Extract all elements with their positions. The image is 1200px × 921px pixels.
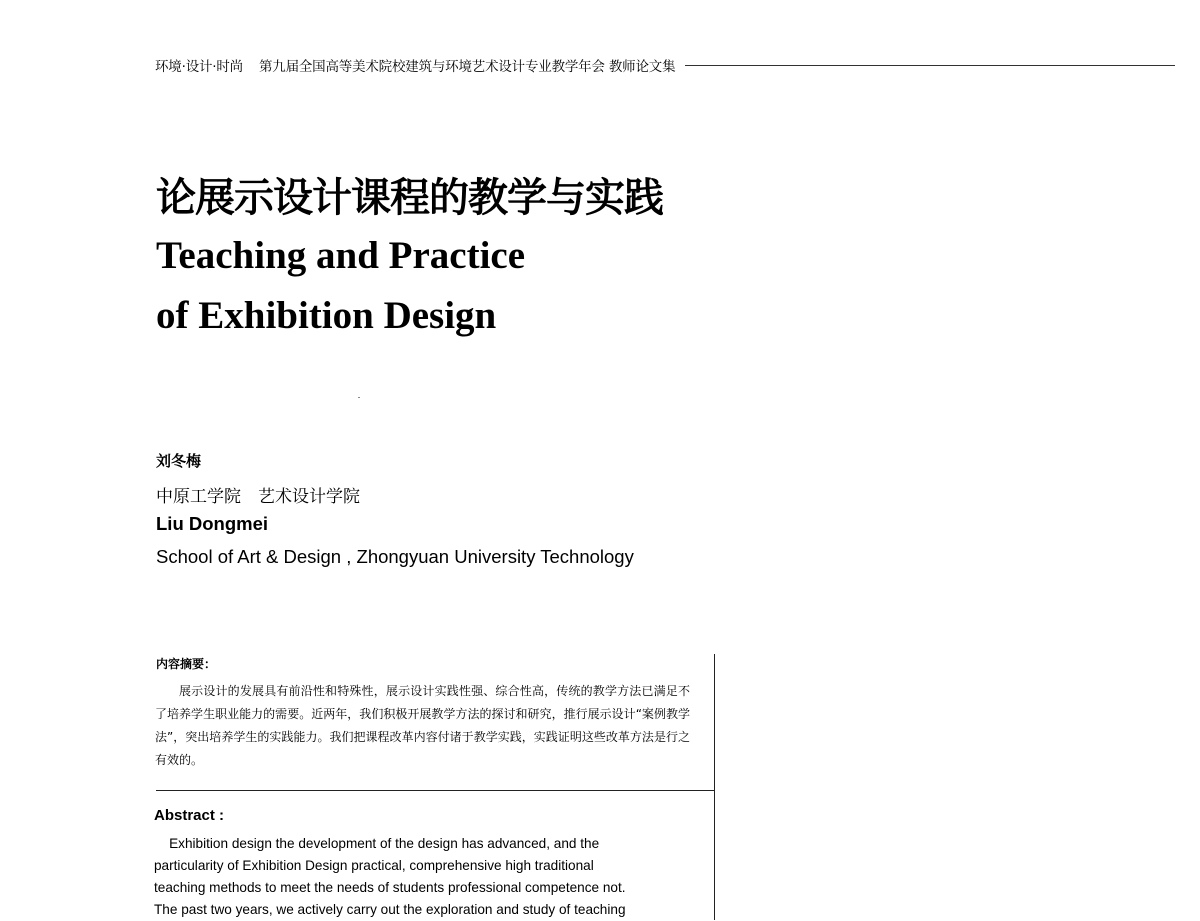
title-english-line2: of Exhibition Design [156,294,497,337]
title-english [156,226,525,346]
abstract-english-line: The past two years, we actively carry out the exploration and study of teaching [154,902,626,917]
abstract-chinese-body: 展示设计的发展具有前沿性和特殊性，展示设计实践性强、综合性高，传统的教学方法已满足不了培养学生职业能力的需要。近两年，我们积极开展教学方法的探讨和研究，推行展示设计“案例教学法”，突出培养学生的实践能力。我们把课程改革内容付诸于教学实践，实践证明这些改革方法是行之有效的。 [155,684,690,767]
abstract-english-line: particularity of Exhibition Design practical, comprehensive high traditional [154,858,594,873]
abstract-english-body [154,833,694,921]
title-english-line1: Teaching and Practice [156,234,526,277]
abstract-english-line: Exhibition design the development of the design has advanced, and the [154,836,600,851]
running-header [155,56,1175,74]
abstract-divider [156,790,714,791]
abstract-english-line: teaching methods to meet the needs of students professional competence not. [154,880,626,895]
author-name-chinese: 刘冬梅 [156,452,202,470]
scan-speck [358,397,360,398]
title-chinese: 论展示设计课程的教学与实践 [156,174,663,221]
header-series: 环境·设计·时尚 [155,59,243,75]
affiliation-english: School of Art & Design , Zhongyuan University Technology [156,546,634,567]
abstract-chinese-label: 内容摘要： [156,657,217,671]
affiliation-chinese: 中原工学院 艺术设计学院 [156,487,360,507]
abstract-english-label: Abstract : [154,807,225,824]
header-rule [685,65,1175,66]
header-collection: 第九届全国高等美术院校建筑与环境艺术设计专业教学年会 教师论文集 [258,59,676,75]
author-name-english: Liu Dongmei [156,513,269,534]
abstract-vertical-rule [714,654,715,920]
